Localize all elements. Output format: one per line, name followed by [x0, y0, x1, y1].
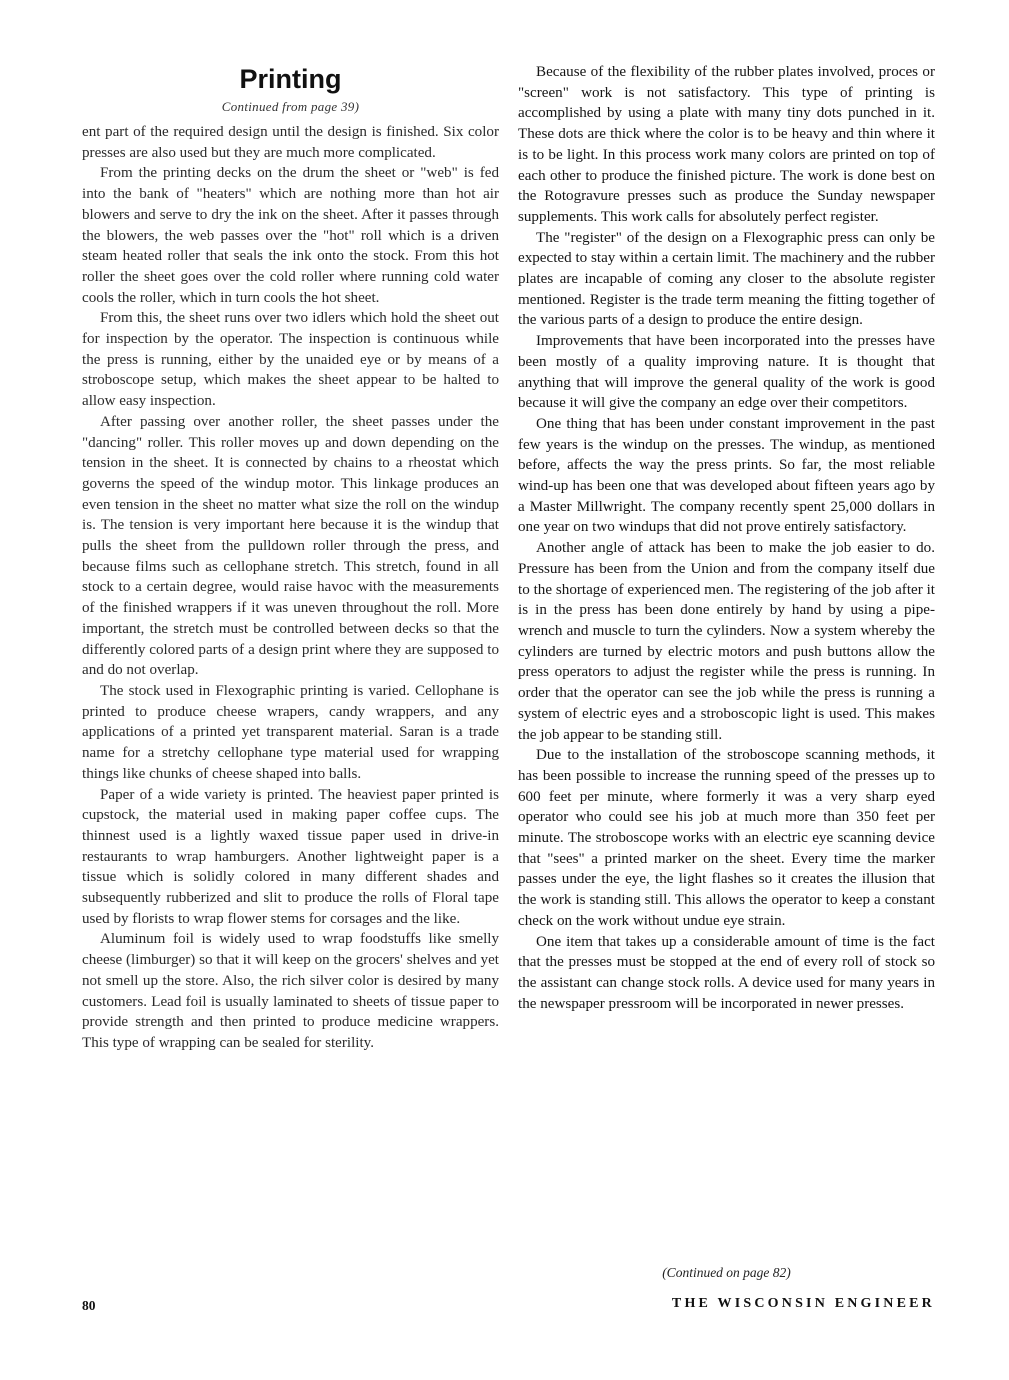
continued-from-note: Continued from page 39) — [221, 99, 360, 114]
left-paragraph-5: The stock used in Flexographic printing is varied. Cellophane is printed to produce cheese wrapers, candy wrappers, and any applications of a printed yet transparent material. Saran is a trade name for a stretchy cellophane type material used for wrapping things like chunks of cheese shaped into balls. — [82, 682, 499, 782]
page-number: 80 — [82, 1298, 96, 1313]
right-paragraph-1: Because of the flexibility of the rubber plates involved, proces or "screen" work is not satisfactory. This type of printing is accomplished by using a plate with many tiny dots punched in it. These dots are thick where the color is to be heavy and thin where it is to be light. In this process work many colors are printed on top of each other to produce the finished picture. The work is done best on the Rotogravure presses such as produce the Sunday newspaper supplements. This work calls for absolutely perfect register. — [518, 64, 935, 225]
right-paragraph-5: Another angle of attack has been to make the job easier to do. Pressure has been from the Union and from the company itself due to the shortage of experienced men. The registering of the job after it is in the press has been done entirely by hand by using a pipe-wrench and muscle to turn the cylinders. Now a system whereby the cylinders are turned by electric motors and push buttons allow the press operators to adjust the register while the press is running. In order that the operator can see the job while the press is running a system of electric eyes and a stroboscopic light is used. This makes the job appear to be standing still. — [518, 540, 935, 743]
left-paragraph-7: Aluminum foil is widely used to wrap foodstuffs like smelly cheese (limburger) so that it will keep on the grocers' shelves and yet not smell up the store. Also, the rich silver color is desired by many customers. Lead foil is usually laminated to sheets of tissue paper to provide strength and then printed to produce medicine wrappers. This type of wrapping can be sealed for sterility. — [82, 931, 499, 1051]
left-paragraph-6: Paper of a wide variety is printed. The heaviest paper printed is cupstock, the material used in making paper coffee cups. The thinnest used is a lightly waxed tissue paper used in drive-in restaurants to wrap hamburgers. Another lightweight paper is a tissue which is solidly colored in many different shades and subsequently rubberized and slit to produce the rolls of Floral tape used by florists to wrap flower stems for corsages and the like. — [82, 786, 499, 927]
right-paragraph-2: The "register" of the design on a Flexographic press can only be expected to stay within a certain limit. The machinery and the rubber plates are incapable of coming any closer to the absolute register mentioned. Register is the trade term meaning the fitting together of the various parts of a design to produce the entire design. — [518, 229, 935, 329]
journal-name: THE WISCONSIN ENGINEER — [671, 1296, 935, 1311]
left-column — [82, 62, 499, 1054]
right-paragraph-3: Improvements that have been incorporated into the presses have been mostly of a quality improving nature. It is thought that anything that will improve the general quality of the work is good because it will give the company an edge over their competitors. — [518, 333, 935, 412]
right-paragraph-6: Due to the installation of the stroboscope scanning methods, it has been possible to increase the running speed of the presses up to 600 feet per minute, where formerly it was a very sharp eyed operator who could see his job at much more than 350 feet per minute. The stroboscope works with an electric eye scanning device that "sees" a printed marker on the sheet. Every time the marker passes under the eye, the light flashes so it creates the illusion that the work is standing still. This allows the operator to keep a constant check on the work without undue eye strain. — [518, 747, 935, 929]
left-paragraph-2: From the printing decks on the drum the sheet or "web" is fed into the bank of "heaters" which are nothing more than hot air blowers and serve to dry the ink on the sheet. After it passes through the blowers, the web passes over the "hot" roll which is a driven steam heated roller that seals the ink onto the stock. From this hot roller the sheet goes over the cold roller where running cold water cools the roller, which in turn cools the hot sheet. — [82, 165, 499, 306]
article-title: Printing — [239, 64, 342, 94]
left-paragraph-1: ent part of the required design until the design is finished. Six color presses are also used but they are much more complicated. — [82, 124, 499, 161]
right-paragraph-7: One item that takes up a considerable amount of time is the fact that the presses must be stopped at the end of every roll of stock so the assistant can change stock rolls. A device used for many years in the newspaper pressroom will be incorporated in newer presses. — [518, 933, 935, 1012]
right-column — [518, 62, 935, 1014]
continued-on-note: (Continued on page 82) — [662, 1265, 791, 1280]
left-paragraph-4: After passing over another roller, the sheet passes under the "dancing" roller. This roller moves up and down depending on the tension in the sheet. It is connected by chains to a rheostat which governs the speed of the windup motor. This linkage produces an even tension in the sheet no matter what size the roll on the windup is. The tension is very important here because it is the windup that pulls the sheet from the pulldown roller through the press, and because films such as cellophane stretch. This stretch, found in all stock to a certain degree, would raise havoc with the measurements of the finished wrappers if it was uneven throughout the roll. More important, the stretch must be controlled between decks so that the differently colored parts of a design print where they are supposed to and do not overlap. — [82, 413, 499, 679]
left-paragraph-3: From this, the sheet runs over two idlers which hold the sheet out for inspection by the operator. The inspection is continuous while the press is running, either by the unaided eye or by means of a stroboscope setup, which makes the sheet appear to be halted to allow easy inspection. — [82, 310, 499, 410]
right-paragraph-4: One thing that has been under constant improvement in the past few years is the windup on the presses. The windup, as mentioned before, affects the way the press prints. So far, the most reliable wind-up has been one that was developed about fifteen years ago by a Master Millwright. The company recently spent 25,000 dollars in one year on two windups that did not prove entirely satisfactory. — [518, 415, 935, 536]
